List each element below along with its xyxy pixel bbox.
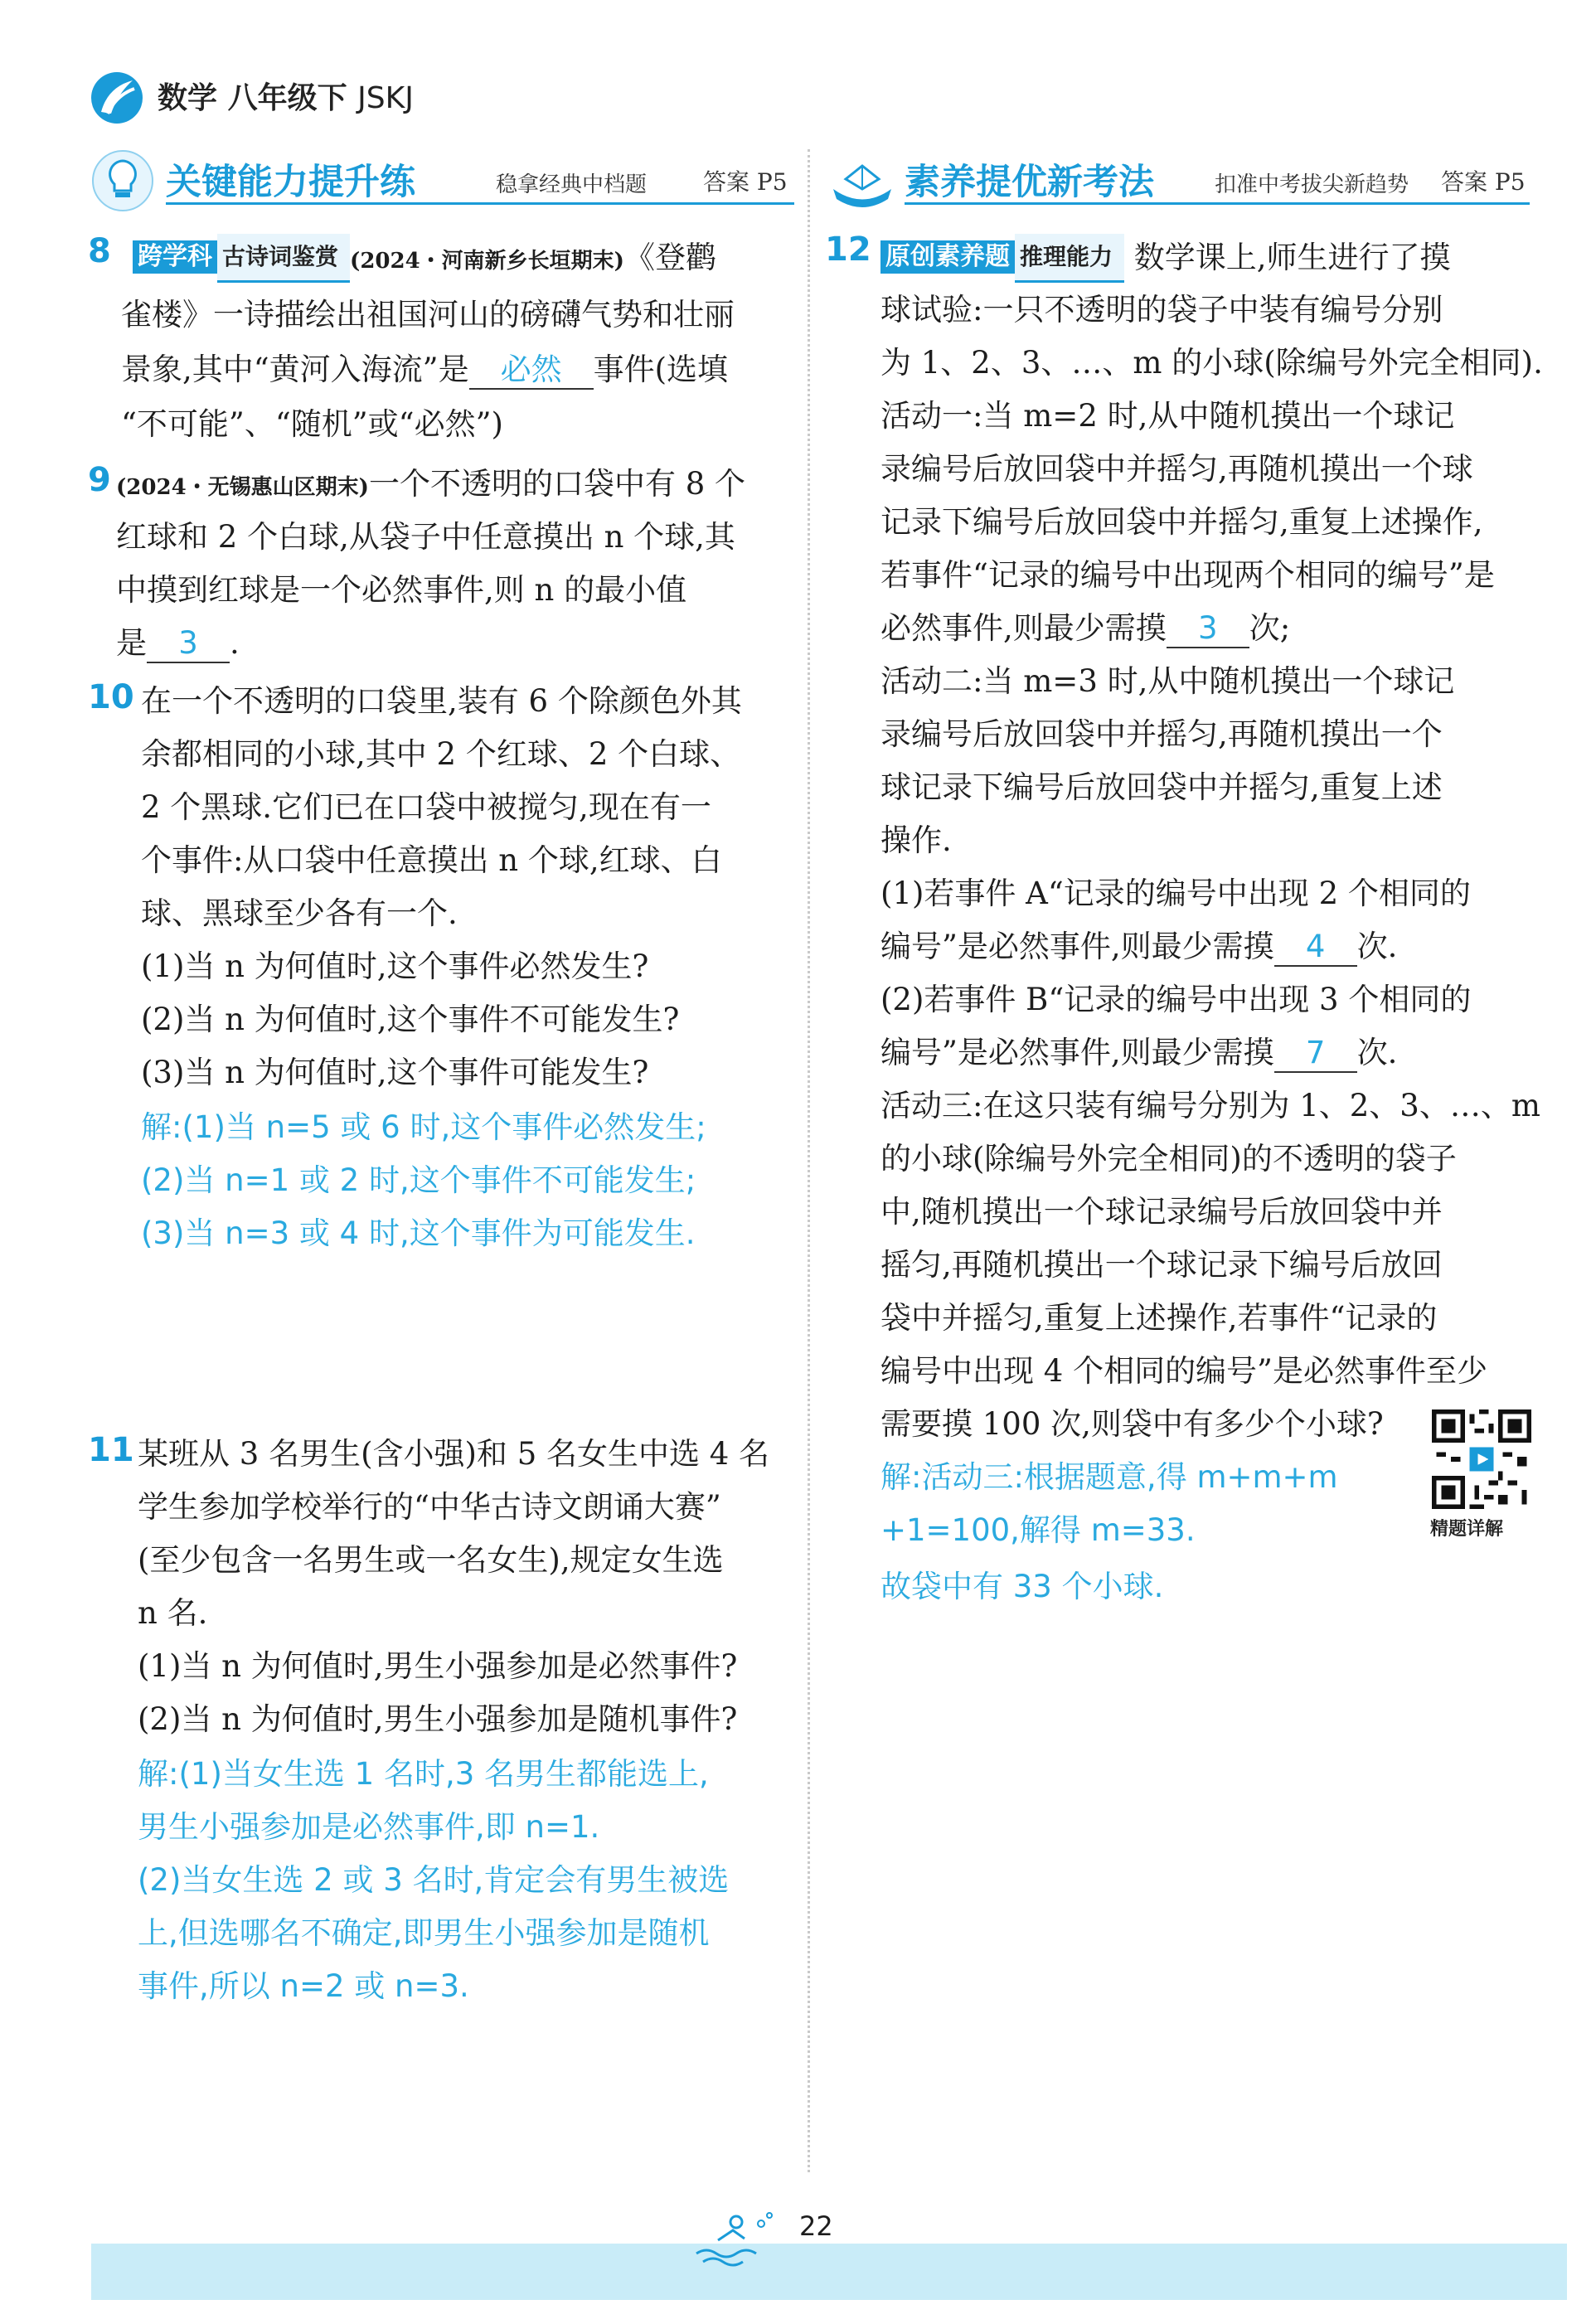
q8-line-4: “不可能”、“随机”或“必然”)	[121, 406, 503, 442]
q11-line-1: 某班从 3 名男生(含小强)和 5 名女生中选 4 名	[138, 1436, 770, 1472]
left-answer-ref: 答案 P5	[703, 168, 788, 196]
q11-answer-2: 男生小强参加是必然事件,即 n=1.	[138, 1809, 600, 1845]
q12-line-21: 袋中并摇匀,重复上述操作,若事件“记录的	[880, 1300, 1438, 1336]
q12-line-6: 记录下编号后放回袋中并摇匀,重复上述操作,	[880, 504, 1483, 540]
q12-blank-3: 7	[1274, 1035, 1357, 1073]
q9-source: (2024・无锡惠山区期末)	[116, 475, 369, 500]
q10-number: 10	[88, 678, 134, 716]
q12-line-18: 的小球(除编号外完全相同)的不透明的袋子	[880, 1141, 1457, 1177]
q8-tag2: 古诗词鉴赏	[217, 234, 350, 283]
right-section-title: 素养提优新考法	[905, 162, 1154, 203]
q12-line-23: 需要摸 100 次,则袋中有多少个小球?	[880, 1406, 1384, 1442]
q10-answer-2: (2)当 n=1 或 2 时,这个事件不可能发生;	[141, 1162, 696, 1198]
q10-line-5: 球、黑球至少各有一个.	[141, 895, 458, 931]
q11-answer-4: 上,但选哪名不确定,即男生小强参加是随机	[138, 1915, 710, 1951]
page-number: 22	[799, 2210, 833, 2242]
q12-line-17: 活动三:在这只装有编号分别为 1、2、3、…、m	[880, 1088, 1540, 1123]
q12-line-16	[880, 1030, 1397, 1076]
q8-blank: 必然	[469, 352, 594, 390]
q12-line-10: 录编号后放回袋中并摇匀,再随机摸出一个	[880, 716, 1443, 752]
q12-line-22: 编号中出现 4 个相同的编号”是必然事件至少	[880, 1353, 1487, 1389]
q12-line-12: 操作.	[880, 822, 952, 858]
q12-line-2: 球试验:一只不透明的袋子中装有编号分别	[880, 292, 1443, 327]
hands-book-icon	[825, 148, 900, 214]
q10-line-7: (2)当 n 为何值时,这个事件不可能发生?	[141, 1002, 680, 1037]
qr-caption: 精题详解	[1430, 1519, 1504, 1540]
q10-line-1: 在一个不透明的口袋里,装有 6 个除颜色外其	[141, 683, 742, 719]
q9-blank: 3	[147, 625, 230, 663]
q9-text-4a: 是	[116, 625, 147, 661]
q8-text-3b: 事件(选填	[593, 352, 729, 387]
q12-a1-post: 次;	[1249, 610, 1291, 646]
book-logo-icon	[90, 70, 144, 125]
q12-line-5: 录编号后放回袋中并摇匀,再随机摸出一个球	[880, 451, 1473, 487]
q12-line-4: 活动一:当 m=2 时,从中随机摸出一个球记	[880, 398, 1455, 434]
left-section-subtitle: 稳拿经典中档题	[496, 172, 648, 197]
q8-tag: 跨学科	[133, 240, 217, 274]
q11-answer-1: 解:(1)当女生选 1 名时,3 名男生都能选上,	[138, 1756, 709, 1792]
q12-line-20: 摇匀,再随机摸出一个球记录下编号后放回	[880, 1247, 1443, 1283]
q12-answer-1: 解:活动三:根据题意,得 m+m+m	[880, 1459, 1338, 1495]
q10-answer-1: 解:(1)当 n=5 或 6 时,这个事件必然发生;	[141, 1109, 706, 1145]
q10-line-3: 2 个黑球.它们已在口袋中被搅匀,现在有一	[141, 789, 711, 825]
q12-answer-3: 故袋中有 33 个小球.	[880, 1569, 1164, 1604]
q12-line-11: 球记录下编号后放回袋中并摇匀,重复上述	[880, 769, 1443, 805]
q8-line-1	[133, 234, 716, 284]
q9-text-1: 一个不透明的口袋中有 8 个	[368, 466, 746, 502]
right-banner-rule	[905, 202, 1530, 205]
left-section-banner	[90, 148, 794, 206]
q11-line-4: n 名.	[138, 1595, 208, 1631]
q10-answer-3: (3)当 n=3 或 4 时,这个事件为可能发生.	[141, 1215, 696, 1251]
q12-line-15: (2)若事件 B“记录的编号中出现 3 个相同的	[880, 982, 1472, 1017]
q11-answer-3: (2)当女生选 2 或 3 名时,肯定会有男生被选	[138, 1862, 730, 1898]
q11-line-5: (1)当 n 为何值时,男生小强参加是必然事件?	[138, 1648, 738, 1684]
q11-answer-5: 事件,所以 n=2 或 n=3.	[138, 1968, 469, 2004]
q10-line-4: 个事件:从口袋中任意摸出 n 个球,红球、白	[141, 842, 722, 878]
q9-text-4b: .	[230, 625, 240, 661]
header-title: 数学 八年级下 JSKJ	[158, 81, 414, 115]
q9-line-3: 中摸到红球是一个必然事件,则 n 的最小值	[116, 572, 687, 608]
q12-a1-pre: 必然事件,则最少需摸	[880, 610, 1167, 646]
q11-line-6: (2)当 n 为何值时,男生小强参加是随机事件?	[138, 1701, 738, 1737]
q8-text-1: 《登鹳	[623, 240, 716, 275]
q12-blank-1: 3	[1167, 610, 1249, 648]
q12-tag: 原创素养题	[880, 240, 1015, 274]
q8-line-2: 雀楼》一诗描绘出祖国河山的磅礴气势和壮丽	[121, 297, 735, 332]
right-section-subtitle: 扣准中考拔尖新趋势	[1215, 172, 1409, 197]
q8-source: (2024・河南新乡长垣期末)	[350, 249, 624, 274]
q8-line-3	[121, 347, 728, 393]
q12-a2-pre: 编号”是必然事件,则最少需摸	[880, 929, 1274, 964]
q12-text-1: 数学课上,师生进行了摸	[1133, 240, 1451, 275]
left-banner-rule	[166, 202, 794, 205]
q11-number: 11	[88, 1431, 134, 1469]
q12-line-7: 若事件“记录的编号中出现两个相同的编号”是	[880, 557, 1495, 593]
q9-line-1	[116, 461, 745, 511]
q12-line-8	[880, 605, 1290, 652]
q10-line-8: (3)当 n 为何值时,这个事件可能发生?	[141, 1055, 649, 1090]
q12-blank-2: 4	[1274, 929, 1357, 967]
q11-line-3: (至少包含一名男生或一名女生),规定女生选	[138, 1542, 724, 1578]
q12-line-13: (1)若事件 A“记录的编号中出现 2 个相同的	[880, 876, 1471, 911]
right-section-banner	[825, 148, 1530, 206]
q12-line-19: 中,随机摸出一个球记录编号后放回袋中并	[880, 1194, 1443, 1230]
q12-line-9: 活动二:当 m=3 时,从中随机摸出一个球记	[880, 663, 1455, 699]
q12-a3-post: 次.	[1356, 1035, 1398, 1070]
q8-text-3a: 景象,其中“黄河入海流”是	[121, 352, 469, 387]
q12-answer-2: +1=100,解得 m=33.	[880, 1512, 1196, 1548]
q12-tag2: 推理能力	[1015, 234, 1124, 283]
q9-line-2: 红球和 2 个白球,从袋子中任意摸出 n 个球,其	[116, 519, 735, 555]
q10-line-2: 余都相同的小球,其中 2 个红球、2 个白球、	[141, 736, 741, 772]
q11-line-2: 学生参加学校举行的“中华古诗文朗诵大赛”	[138, 1489, 721, 1525]
q9-number: 9	[88, 461, 111, 499]
footer-band	[91, 2244, 1567, 2300]
q12-a2-post: 次.	[1356, 929, 1398, 964]
q8-number: 8	[88, 232, 111, 270]
q12-line-3: 为 1、2、3、…、m 的小球(除编号外完全相同).	[880, 345, 1543, 381]
q12-a3-pre: 编号”是必然事件,则最少需摸	[880, 1035, 1274, 1070]
qr-code-icon[interactable]	[1432, 1409, 1531, 1509]
left-section-title: 关键能力提升练	[166, 162, 415, 203]
column-divider	[808, 149, 810, 2172]
q9-line-4	[116, 620, 240, 667]
q12-number: 12	[825, 230, 871, 269]
q12-line-14	[880, 924, 1397, 970]
right-answer-ref: 答案 P5	[1441, 168, 1526, 196]
q12-line-1	[880, 234, 1451, 283]
q10-line-6: (1)当 n 为何值时,这个事件必然发生?	[141, 949, 649, 984]
swimmer-icon	[688, 2207, 779, 2269]
lightbulb-icon	[90, 148, 156, 214]
